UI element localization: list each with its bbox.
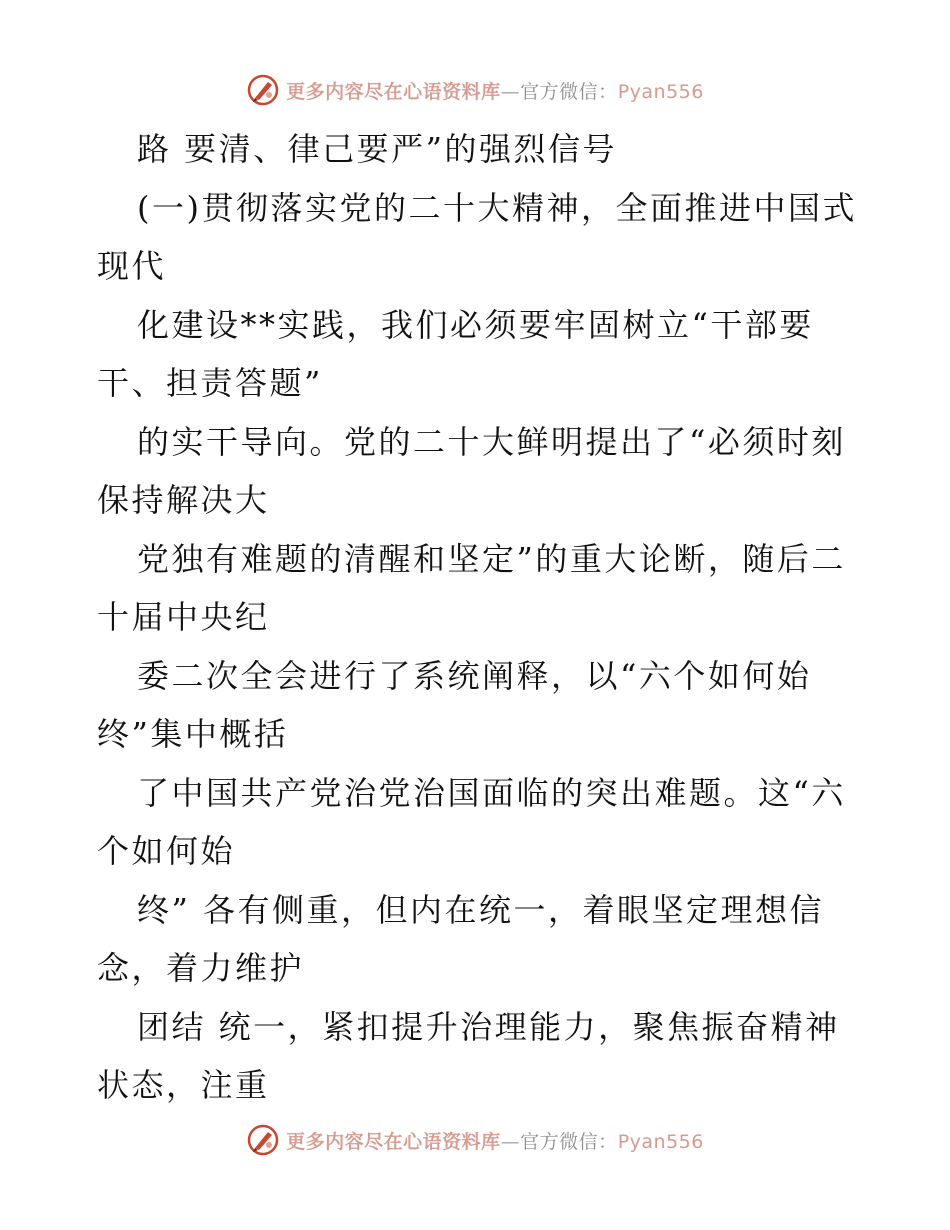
watermark-text	[286, 1127, 704, 1154]
header-watermark	[0, 70, 950, 110]
watermark-wechat-id: Pyan556	[617, 1130, 704, 1153]
text-line: 念，着力维护	[97, 949, 305, 987]
watermark-dash: —	[500, 1130, 521, 1153]
watermark-text	[286, 77, 704, 104]
pen-logo-icon	[246, 1123, 280, 1157]
text-line: 了中国共产党治党治国面临的突出难题。这“六	[137, 773, 846, 812]
watermark-wechat-id: Pyan556	[617, 80, 704, 103]
text-line: 现代	[97, 247, 167, 285]
text-line: 党独有难题的清醒和坚定”的重大论断，随后二	[137, 539, 846, 578]
text-line: 终”集中概括	[97, 715, 289, 753]
pen-logo-icon	[246, 73, 280, 107]
text-line: 状态，注重	[97, 1066, 270, 1104]
text-line: 保持解决大	[97, 481, 270, 519]
text-line: 委二次全会进行了系统阐释，以“六个如何始	[137, 656, 812, 695]
watermark-dash: —	[500, 80, 521, 103]
text-line: 的实干导向。党的二十大鲜明提出了“必须时刻	[137, 422, 846, 461]
text-line: 干、担责答题”	[97, 364, 323, 402]
text-line: 团结 统一，紧扣提升治理能力，聚焦振奋精神	[137, 1007, 840, 1046]
watermark-official-label: 官方微信：	[520, 80, 618, 103]
text-line: 路 要清、律己要严”的强烈信号	[137, 130, 618, 168]
watermark-official-label: 官方微信：	[520, 1130, 618, 1153]
text-line: (一)贯彻落实党的二十大精神，全面推进中国式	[137, 188, 857, 227]
watermark-site: 更多内容尽在心语资料库	[286, 1130, 501, 1153]
text-line: 十届中央纪	[97, 598, 270, 636]
document-body	[97, 120, 857, 1115]
text-line: 终” 各有侧重，但内在统一，着眼坚定理想信	[137, 890, 825, 929]
footer-watermark	[0, 1120, 950, 1160]
watermark-site: 更多内容尽在心语资料库	[286, 80, 501, 103]
text-line: 化建设**实践，我们必须要牢固树立“干部要	[137, 305, 814, 344]
text-line: 个如何始	[97, 832, 236, 870]
